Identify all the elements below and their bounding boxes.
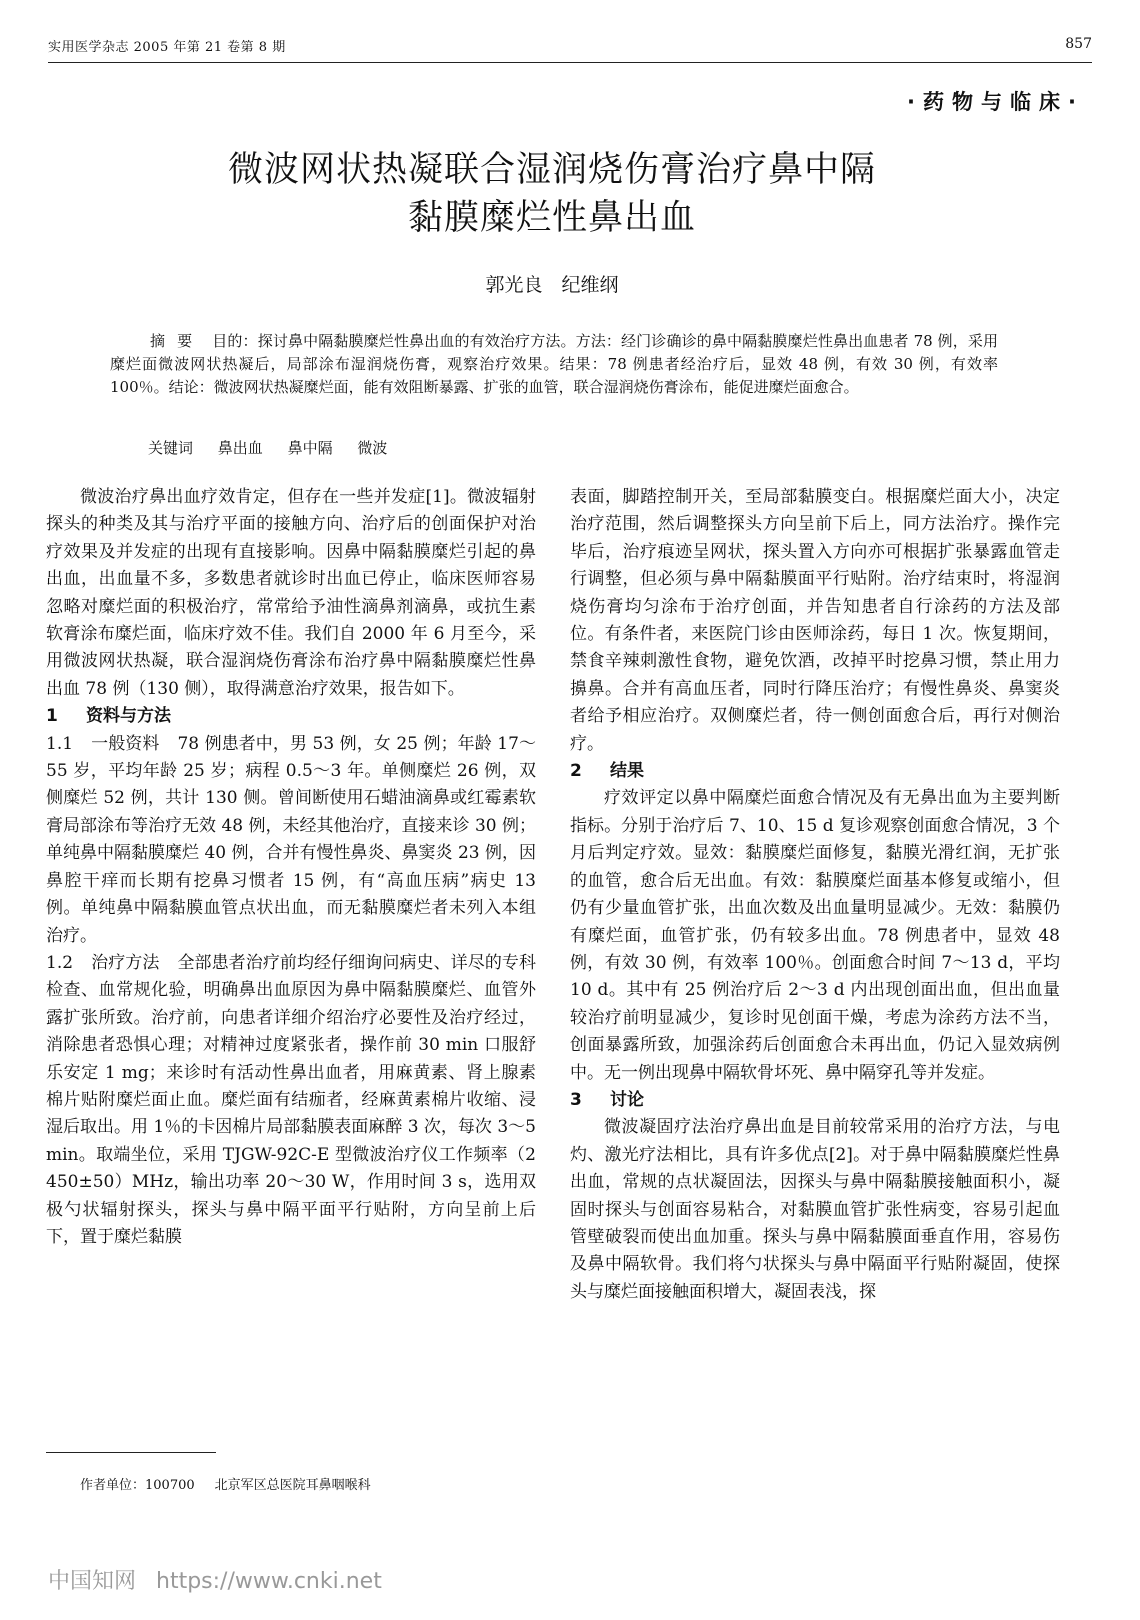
column-tag: ·药物与临床·: [907, 90, 1084, 114]
authors: 郭光良 纪维纲: [485, 274, 619, 296]
cnki-watermark: [48, 1564, 382, 1595]
watermark-brand: 中国知网: [48, 1569, 137, 1594]
keywords: [148, 437, 407, 458]
keywords-label: 关键词: [148, 439, 194, 457]
section-2-heading: 2 结果: [570, 761, 644, 782]
section-1-heading: 1 资料与方法: [46, 706, 171, 727]
affiliation-label: 作者单位：100700: [80, 1478, 195, 1493]
footnote-divider: [46, 1452, 216, 1453]
left-column: [46, 484, 536, 1251]
journal-citation: 实用医学杂志 2005 年第 21 卷第 8 期: [48, 40, 286, 55]
section-3-paragraph: 微波凝固疗法治疗鼻出血是目前较常采用的治疗方法，与电灼、激光疗法相比，具有许多优点[2]。对于鼻中隔黏膜糜烂性鼻出血，常规的点状凝固法，因探头与鼻中隔黏膜接触面积小，凝固时探头与创面容易粘合，对黏膜血管扩张性病变，容易引起血管壁破裂而使出血加重。探头与鼻中隔黏膜面垂直作用，容易伤及鼻中隔软骨。我们将勺状探头与鼻中隔面平行贴附凝固，使探头与糜烂面接触面积增大，凝固表浅，探: [570, 1117, 1060, 1302]
affiliation-value: 北京军区总医院耳鼻咽喉科: [214, 1478, 371, 1493]
abstract-text: 目的：探讨鼻中隔黏膜糜烂性鼻出血的有效治疗方法。方法：经门诊确诊的鼻中隔黏膜糜烂性鼻出血患者 78 例，采用糜烂面微波网状热凝后，局部涂布湿润烧伤膏，观察治疗效果。结果：78 例患者经治疗后，显效 48 例，有效 30 例，有效率 100％。结论：微波网状热凝糜烂面，能有效阻断暴露、扩张的血管，联合湿润烧伤膏涂布，能促进糜烂面愈合。: [110, 332, 998, 396]
title-line-2: 黏膜糜烂性鼻出血: [407, 198, 696, 238]
keyword-item: 微波: [357, 439, 388, 457]
article-title: [0, 146, 1104, 242]
intro-paragraph: 微波治疗鼻出血疗效肯定，但存在一些并发症[1]。微波辐射探头的种类及其与治疗平面的接触方向、治疗后的创面保护对治疗效果及并发症的出现有直接影响。因鼻中隔黏膜糜烂引起的鼻出血，出血量不多，多数患者就诊时出血已停止，临床医师容易忽略对糜烂面的积极治疗，常常给予油性滴鼻剂滴鼻，或抗生素软膏涂布糜烂面，临床疗效不佳。我们自 2000 年 6 月至今，采用微波网状热凝，联合湿润烧伤膏涂布治疗鼻中隔黏膜糜烂性鼻出血 78 例（130 侧），取得满意治疗效果，报告如下。: [46, 487, 536, 699]
running-header: [48, 36, 1092, 63]
section-1-2-paragraph: 1.2 治疗方法 全部患者治疗前均经仔细询问病史、详尽的专科检查、血常规化验，明确鼻出血原因为鼻中隔黏膜糜烂、血管外露扩张所致。治疗前，向患者详细介绍治疗必要性及治疗经过，消除患者恐惧心理；对精神过度紧张者，操作前 30 min 口服舒乐安定 1 mg；来诊时有活动性鼻出血者，用麻黄素、肾上腺素棉片贴附糜烂面止血。糜烂面有结痂者，经麻黄素棉片收缩、浸湿后取出。用 1％的卡因棉片局部黏膜表面麻醉 3 次，每次 3～5 min。取端坐位，采用 TJGW-92C-E 型微波治疗仪工作频率（2 450±50）MHz，输出功率 20～30 W，作用时间 3 s，选用双极勺状辐射探头，探头与鼻中隔平面平行贴附，方向呈前上后下，置于糜烂黏膜: [46, 952, 536, 1247]
keyword-item: 鼻出血: [217, 439, 263, 457]
abstract: [110, 330, 998, 399]
abstract-label: 摘要: [150, 332, 205, 350]
section-1-2-continued: 表面，脚踏控制开关，至局部黏膜变白。根据糜烂面大小，决定治疗范围，然后调整探头方向呈前下后上，同方法治疗。操作完毕后，治疗痕迹呈网状，探头置入方向亦可根据扩张暴露血管走行调整，但必须与鼻中隔黏膜面平行贴附。治疗结束时，将湿润烧伤膏均匀涂布于治疗创面，并告知患者自行涂药的方法及部位。有条件者，来医院门诊由医师涂药，每日 1 次。恢复期间，禁食辛辣刺激性食物，避免饮酒，改掉平时挖鼻习惯，禁止用力擤鼻。合并有高血压者，同时行降压治疗；有慢性鼻炎、鼻窦炎者给予相应治疗。双侧糜烂者，待一侧创面愈合后，再行对侧治疗。: [570, 487, 1060, 754]
watermark-url: https://www.cnki.net: [156, 1569, 382, 1594]
title-line-1: 微波网状热凝联合湿润烧伤膏治疗鼻中隔: [227, 150, 876, 190]
section-2-paragraph: 疗效评定以鼻中隔糜烂面愈合情况及有无鼻出血为主要判断指标。分别于治疗后 7、10、15 d 复诊观察创面愈合情况，3 个月后判定疗效。显效：黏膜糜烂面修复，黏膜光滑红润，无扩张的血管，愈合后无出血。有效：黏膜糜烂面基本修复或缩小，但仍有少量血管扩张，出血次数及出血量明显减少。无效：黏膜仍有糜烂面，血管扩张，仍有较多出血。78 例患者中，显效 48 例，有效 30 例，有效率 100％。创面愈合时间 7～13 d，平均 10 d。其中有 25 例治疗后 2～3 d 内出现创面出血，但出血量较治疗前明显减少，复诊时见创面干燥，考虑为涂药方法不当，创面暴露所致，加强涂药后创面愈合未再出血，仍记入显效病例中。无一例出现鼻中隔软骨坏死、鼻中隔穿孔等并发症。: [570, 788, 1060, 1083]
section-1-1-paragraph: 1.1 一般资料 78 例患者中，男 53 例，女 25 例；年龄 17～55 岁，平均年龄 25 岁；病程 0.5～3 年。单侧糜烂 26 例，双侧糜烂 52 例，共计 130 侧。曾间断使用石蜡油滴鼻或红霉素软膏局部涂布等治疗无效 48 例，未经其他治疗，直接来诊 30 例；单纯鼻中隔黏膜糜烂 40 例，合并有慢性鼻炎、鼻窦炎 23 例，因鼻腔干痒而长期有挖鼻习惯者 15 例，有“高血压病”病史 13 例。单纯鼻中隔黏膜血管点状出血，而无黏膜糜烂者未列入本组治疗。: [46, 733, 537, 946]
page-number: 857: [1065, 36, 1092, 52]
keyword-item: 鼻中隔: [287, 439, 333, 457]
author-affiliation: [80, 1474, 371, 1493]
right-column: [570, 484, 1060, 1306]
section-3-heading: 3 讨论: [570, 1089, 644, 1110]
